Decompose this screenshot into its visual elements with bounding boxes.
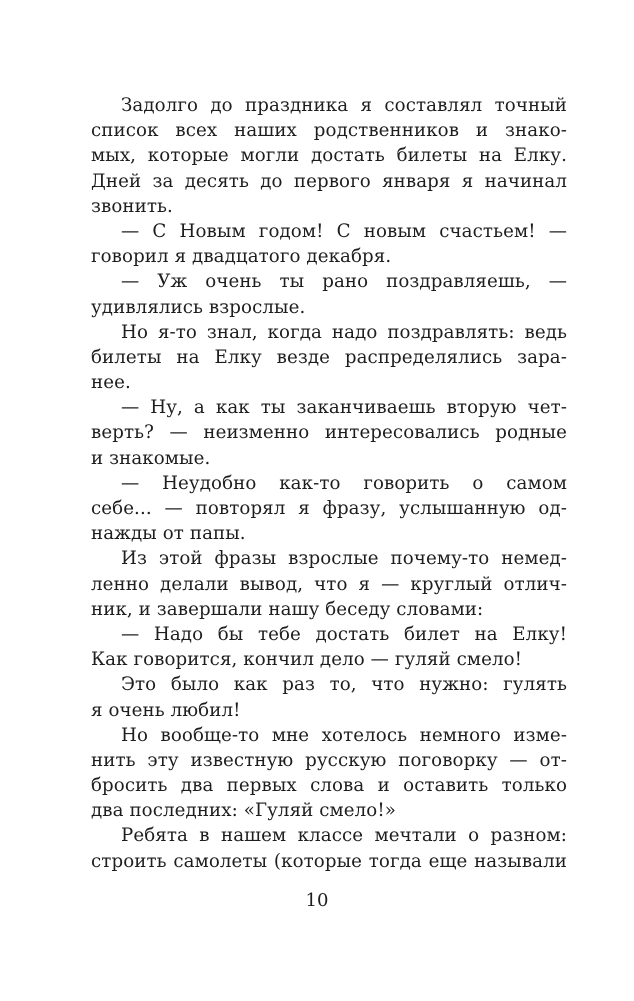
text-line: Но вообще-то мне хотелось немного изме- bbox=[121, 724, 567, 746]
text-line: строить самолеты (которые тогда еще называли bbox=[91, 850, 567, 872]
text-line: ленно делали вывод, что я — круглый отлич- bbox=[91, 573, 567, 595]
text-line: Дней за десять до первого января я начинал bbox=[91, 170, 567, 192]
text-line: и знакомые. bbox=[91, 447, 211, 469]
text-line: мых, которые могли достать билеты на Елку. bbox=[91, 145, 567, 167]
text-line: удивлялись взрослые. bbox=[91, 296, 306, 318]
text-line: Но я-то знал, когда надо поздравлять: ведь bbox=[121, 321, 567, 343]
text-line: верть? — неизменно интересовались родные bbox=[91, 422, 567, 444]
text-line: список всех наших родственников и знако- bbox=[91, 120, 567, 142]
text-line: — Неудобно как-то говорить о самом bbox=[121, 472, 567, 494]
text-line: билеты на Елку везде распределялись зара- bbox=[91, 346, 567, 368]
page-number: 10 bbox=[305, 890, 329, 911]
text-line: — Ну, а как ты заканчиваешь вторую чет- bbox=[121, 397, 567, 419]
text-line: Это было как раз то, что нужно: гулять bbox=[121, 674, 567, 696]
text-line: звонить. bbox=[91, 195, 173, 217]
text-line: Ребята в нашем классе мечтали о разном: bbox=[121, 825, 567, 847]
body-text bbox=[91, 93, 567, 874]
text-line: Как говорится, кончил дело — гуляй смело! bbox=[91, 649, 523, 671]
text-line: — Уж очень ты рано поздравляешь, — bbox=[121, 271, 567, 293]
text-line: говорил я двадцатого декабря. bbox=[91, 246, 392, 268]
text-line: нить эту известную русскую поговорку — от- bbox=[91, 749, 567, 771]
text-line: Задолго до праздника я составлял точный bbox=[121, 95, 567, 116]
text-line: — Надо бы тебе достать билет на Елку! bbox=[121, 623, 567, 645]
text-line: — С Новым годом! С новым счастьем! — bbox=[121, 220, 567, 242]
text-line: два последних: «Гуляй смело!» bbox=[91, 800, 396, 822]
text-line: нее. bbox=[91, 372, 131, 394]
text-line: я очень любил! bbox=[91, 699, 241, 721]
text-line: бросить два первых слова и оставить только bbox=[91, 775, 567, 797]
text-line: Из этой фразы взрослые почему-то немед- bbox=[121, 548, 567, 570]
text-line: нажды от папы. bbox=[91, 523, 246, 545]
text-line: себе... — повторял я фразу, услышанную од- bbox=[91, 498, 567, 519]
text-line: ник, и завершали нашу беседу словами: bbox=[91, 598, 484, 620]
